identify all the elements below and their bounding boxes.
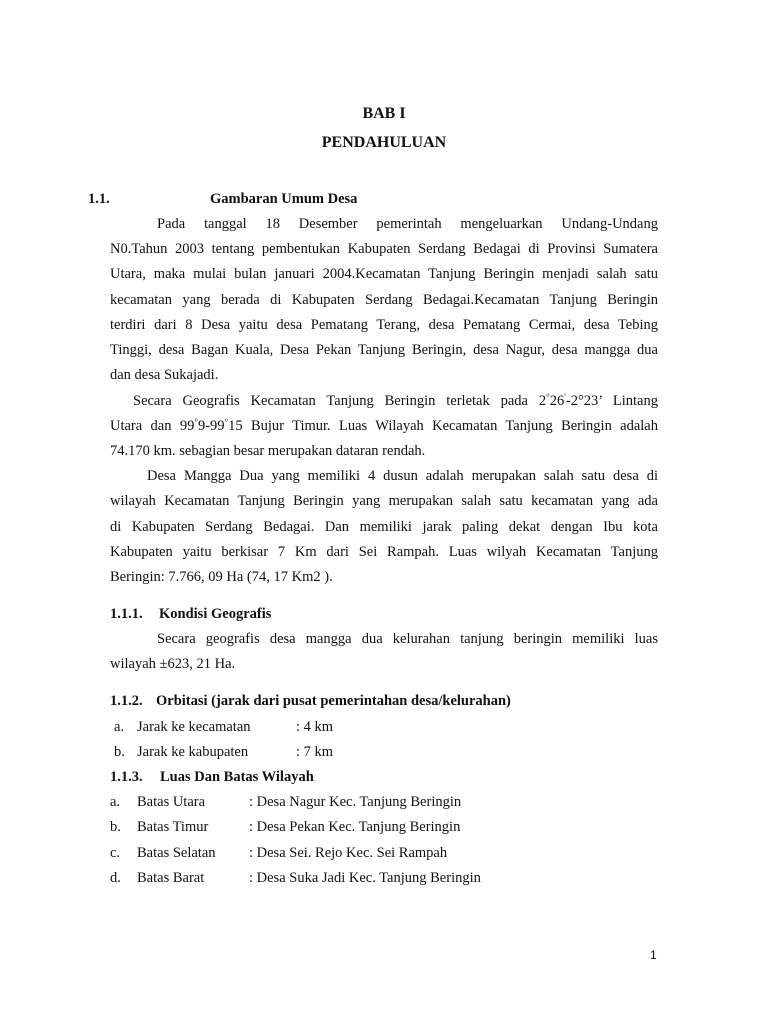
list-item-value: : Desa Pekan Kec. Tanjung Beringin xyxy=(249,819,461,835)
para1-line: Tinggi, desa Bagan Kuala, Desa Pekan Tanjung Beringin, desa Nagur, desa mangga dua xyxy=(110,342,658,358)
list-item-marker: a. xyxy=(110,794,121,810)
para3-line: Kabupaten yaitu berkisar 7 Km dari Sei Rampah. Luas wilyah Kecamatan Tanjung xyxy=(110,544,658,560)
list-item-marker: d. xyxy=(110,870,121,886)
list-item-marker: b. xyxy=(114,744,125,760)
para3-line: wilayah Kecamatan Tanjung Beringin yang merupakan salah satu kecamatan yang ada xyxy=(110,493,658,509)
list-item-marker: c. xyxy=(110,845,121,861)
chapter-title: PENDAHULUAN xyxy=(321,134,447,151)
para3-line: Desa Mangga Dua yang memiliki 4 dusun adalah merupakan salah satu desa di xyxy=(147,468,658,484)
para2-line: Secara Geografis Kecamatan Tanjung Beringin terletak pada 2°26'-2°23’ Lintang xyxy=(133,392,658,409)
list-item-label: Jarak ke kabupaten xyxy=(137,744,249,760)
section-1-1-3-number: 1.1.3. xyxy=(110,769,143,785)
list-item-value: : 7 km xyxy=(296,744,334,760)
para2-line: 74.170 km. sebagian besar merupakan dataran rendah. xyxy=(110,443,426,459)
section-1-1-3-title: Luas Dan Batas Wilayah xyxy=(160,769,314,785)
page-number: 1 xyxy=(650,948,657,962)
list-item-value: : Desa Sei. Rejo Kec. Sei Rampah xyxy=(249,845,448,861)
list-item-label: Batas Utara xyxy=(137,794,206,810)
list-item-marker: a. xyxy=(114,719,125,735)
list-item-value: : 4 km xyxy=(296,719,334,735)
section-1-1-2-number: 1.1.2. xyxy=(110,693,143,709)
section-1-1-2-title: Orbitasi (jarak dari pusat pemerintahan desa/kelurahan) xyxy=(156,693,511,709)
list-item-label: Jarak ke kecamatan xyxy=(137,719,251,735)
list-item-label: Batas Selatan xyxy=(137,845,216,861)
section-1-1-title: Gambaran Umum Desa xyxy=(210,191,358,207)
chapter-number: BAB I xyxy=(362,105,406,122)
para1-line: Utara, maka mulai bulan januari 2004.Kecamatan Tanjung Beringin menjadi salah satu xyxy=(110,266,658,282)
para1-line: kecamatan yang berada di Kabupaten Serdang Bedagai.Kecamatan Tanjung Beringin xyxy=(110,292,658,308)
para1-line: Pada tanggal 18 Desember pemerintah mengeluarkan Undang-Undang xyxy=(157,216,658,232)
para1-line: N0.Tahun 2003 tentang pembentukan Kabupaten Serdang Bedagai di Provinsi Sumatera xyxy=(110,241,658,257)
list-item-value: : Desa Suka Jadi Kec. Tanjung Beringin xyxy=(249,870,481,886)
list-item-marker: b. xyxy=(110,819,121,835)
para1-line: terdiri dari 8 Desa yaitu desa Pematang Terang, desa Pematang Cermai, desa Tebing xyxy=(110,317,658,333)
list-item-label: Batas Barat xyxy=(137,870,205,886)
para1-line: dan desa Sukajadi. xyxy=(110,367,219,383)
para3-line: di Kabupaten Serdang Bedagai. Dan memiliki jarak paling dekat dengan Ibu kota xyxy=(110,519,658,535)
para2-line: Utara dan 99°9-99°15 Bujur Timur. Luas Wilayah Kecamatan Tanjung Beringin adalah xyxy=(110,417,658,434)
section-1-1-1-number: 1.1.1. xyxy=(110,606,143,622)
para3-line: Beringin: 7.766, 09 Ha (74, 17 Km2 ). xyxy=(110,569,333,585)
section-1-1-1-title: Kondisi Geografis xyxy=(159,606,272,622)
list-item-value: : Desa Nagur Kec. Tanjung Beringin xyxy=(249,794,462,810)
list-item-label: Batas Timur xyxy=(137,819,209,835)
para4-line: Secara geografis desa mangga dua kelurahan tanjung beringin memiliki luas xyxy=(157,631,658,647)
section-1-1-number: 1.1. xyxy=(88,191,110,207)
para4-line: wilayah ±623, 21 Ha. xyxy=(110,656,236,672)
